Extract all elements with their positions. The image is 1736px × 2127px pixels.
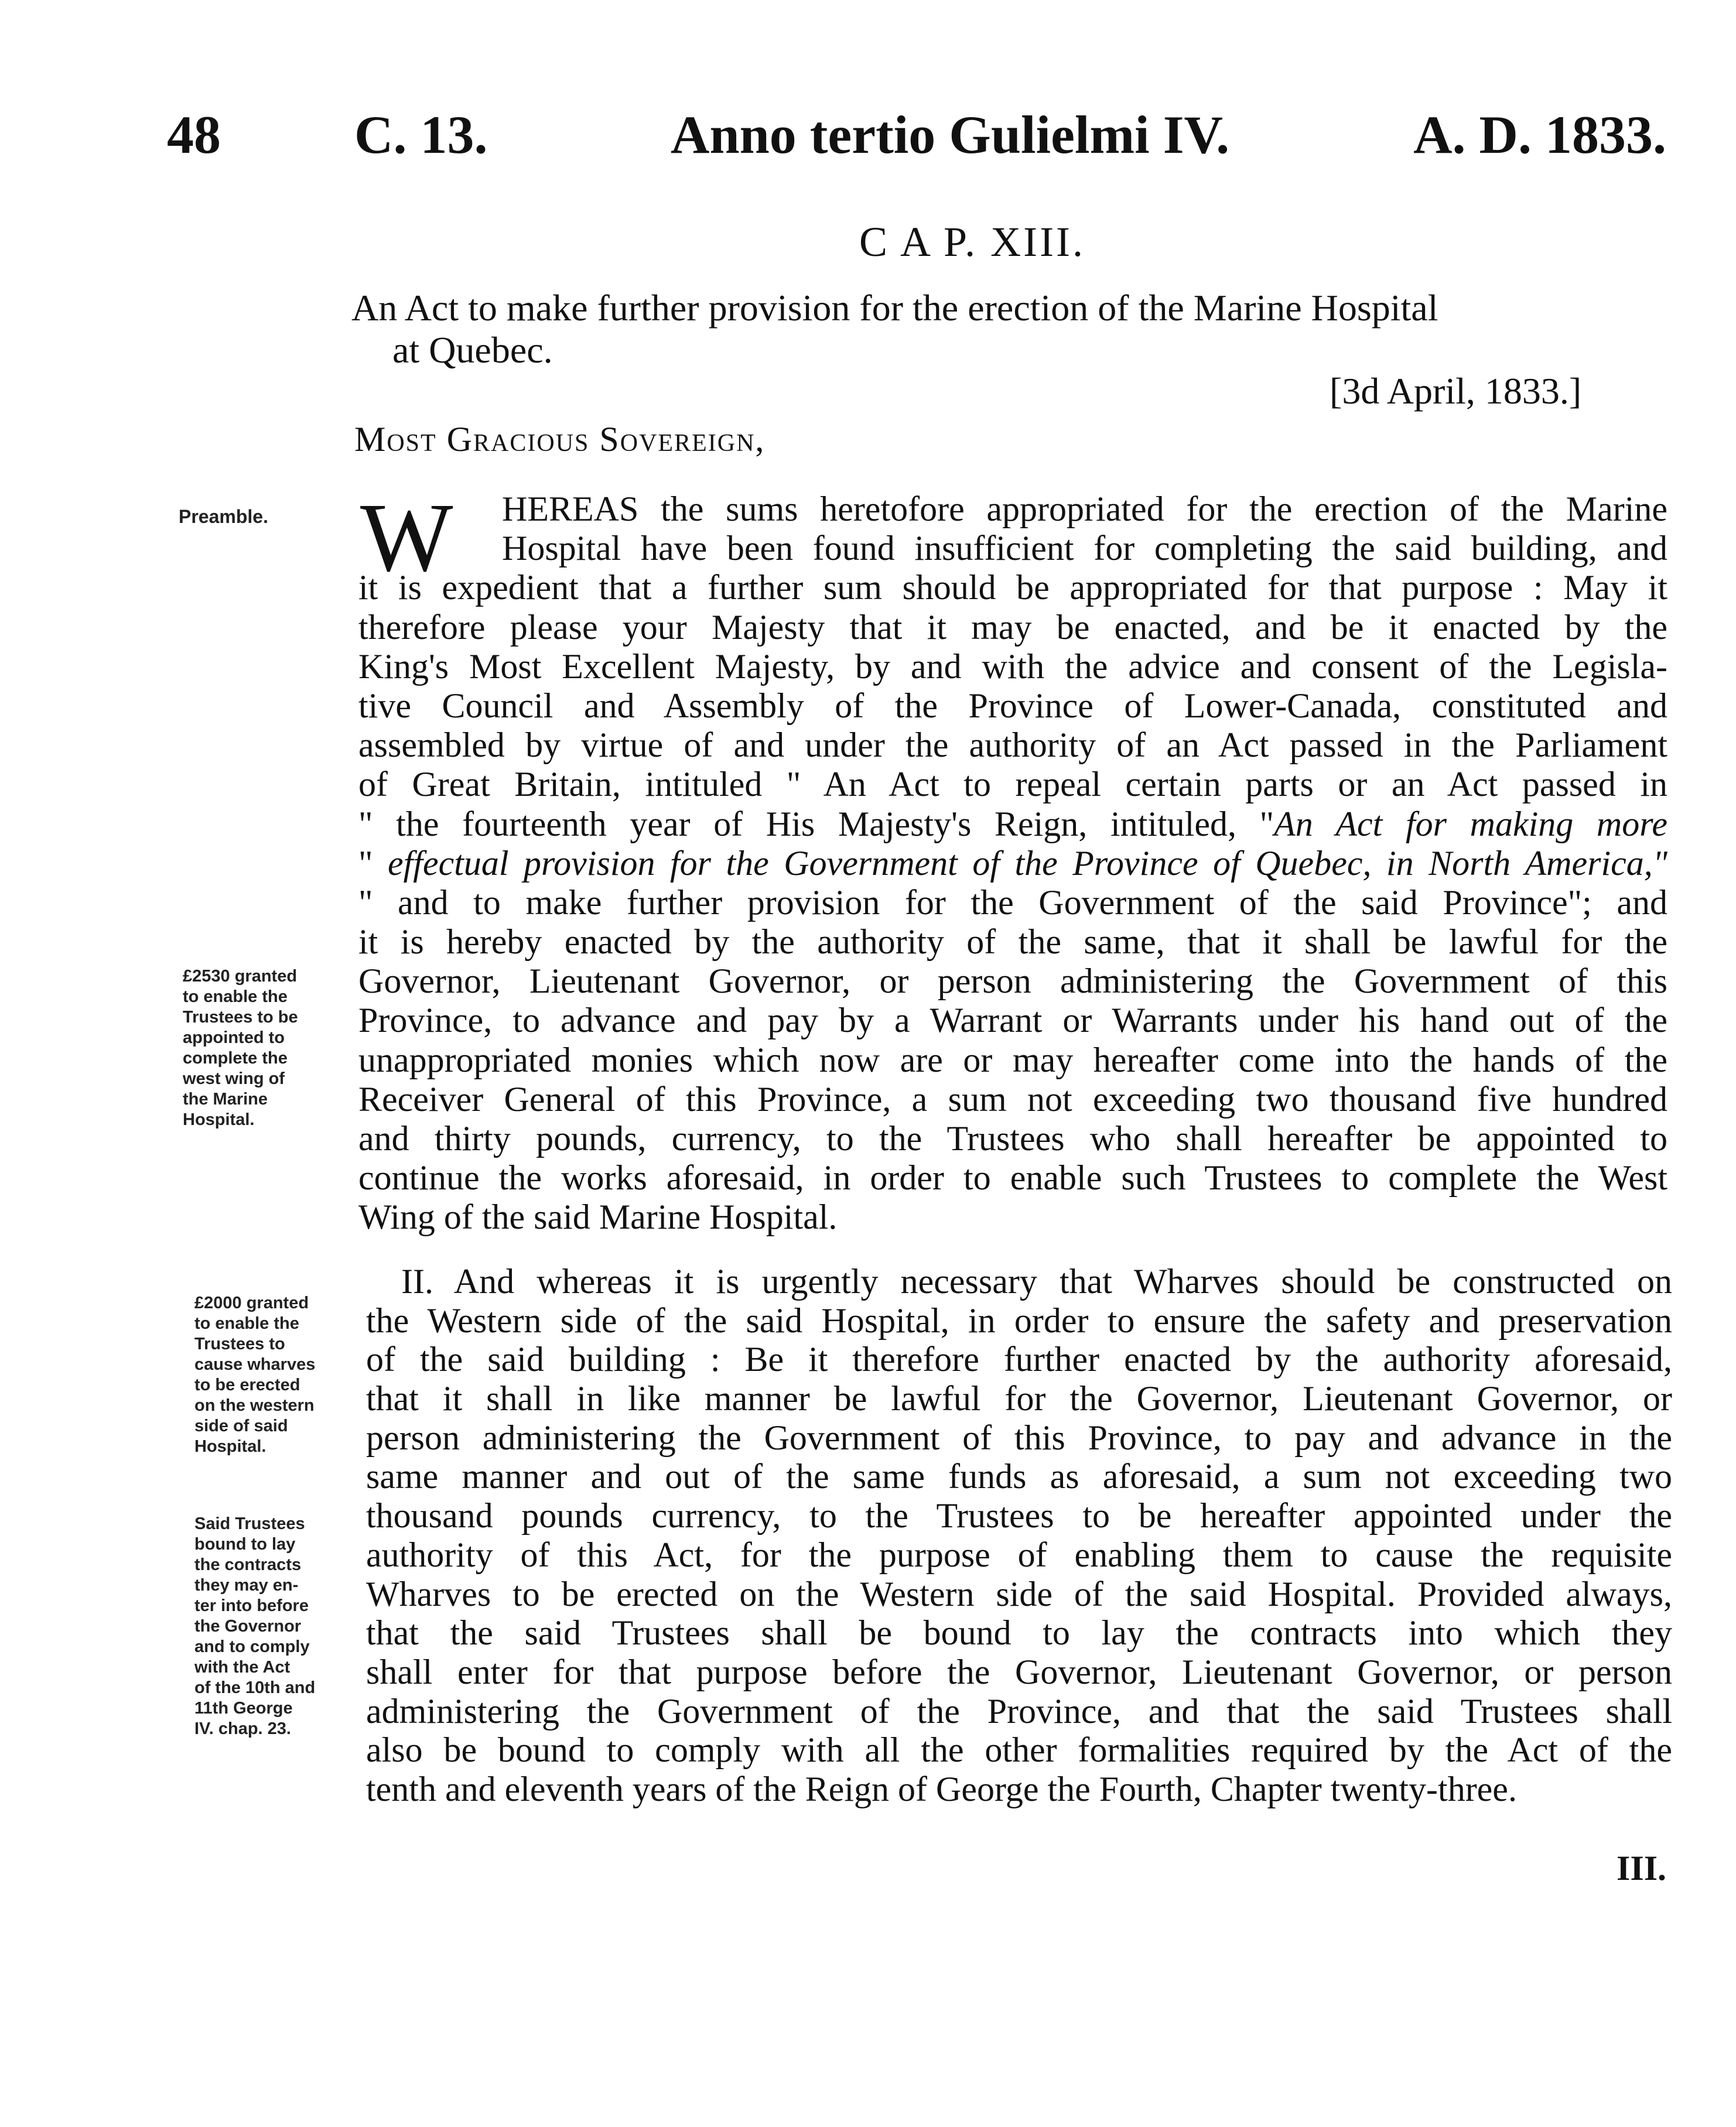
- text-line: and thirty pounds, currency, to the Trustees who shall hereafter be appointed to: [358, 1119, 1667, 1158]
- page-number: 48: [167, 105, 221, 165]
- margin-note-line: £2530 granted: [183, 967, 298, 986]
- margin-note-line: and to comply: [194, 1637, 310, 1656]
- margin-note-line: Said Trustees: [194, 1514, 305, 1533]
- margin-note-line: they may en-: [194, 1576, 299, 1595]
- margin-note-line: to enable the: [194, 1314, 299, 1333]
- italic-act-title: An Act for making more: [1274, 804, 1667, 843]
- italic-act-title: effectual provision for the Government of the Province of Quebec, in North America,": [387, 843, 1667, 883]
- text-line: assembled by virtue of and under the authority of an Act passed in the Parliament: [358, 726, 1667, 765]
- margin-note-grant-2000: [194, 1293, 364, 1457]
- act-title: [351, 287, 1669, 371]
- act-title-line: An Act to make further provision for the erection of the Marine Hospital: [351, 287, 1438, 329]
- text-line: tenth and eleventh years of the Reign of George the Fourth, Chapter twenty-three.: [366, 1769, 1517, 1808]
- margin-note-line: £2000 granted: [194, 1294, 309, 1312]
- text-line: also be bound to comply with all the other formalities required by the Act of the: [366, 1731, 1672, 1770]
- regnal-year: Anno tertio Gulielmi IV.: [671, 105, 1230, 165]
- margin-note-line: to be erected: [194, 1376, 300, 1394]
- margin-note-line: ter into before: [194, 1596, 309, 1615]
- text-line: that the said Trustees shall be bound to lay the contracts into which they: [366, 1613, 1672, 1653]
- text-line: Receiver General of this Province, a sum not exceeding two thousand five hundred: [358, 1079, 1667, 1119]
- margin-note-grant-2530: [183, 966, 353, 1130]
- text-line: it is expedient that a further sum should be appropriated for that purpose : May it: [358, 568, 1667, 607]
- text-line: Province, to advance and pay by a Warrant or Warrants under his hand out of the: [358, 1001, 1667, 1040]
- section-2-paragraph: [366, 1262, 1672, 1809]
- margin-note-line: bound to lay: [194, 1535, 296, 1554]
- text-line: II. And whereas it is urgently necessary that Wharves should be constructed on: [401, 1262, 1672, 1301]
- margin-note-line: with the Act: [194, 1658, 291, 1677]
- text-line: Wharves to be erected on the Western side of the said Hospital. Provided always,: [366, 1574, 1672, 1613]
- margin-note-line: to enable the: [183, 987, 288, 1006]
- cap-heading: C A P. XIII.: [859, 218, 1086, 265]
- calendar-year: A. D. 1833.: [1413, 105, 1666, 165]
- text-segment: ": [358, 843, 373, 883]
- running-header: [167, 100, 1666, 170]
- catchword: III.: [1617, 1849, 1667, 1887]
- margin-note-line: the Governor: [194, 1617, 302, 1636]
- text-line: [358, 805, 1667, 844]
- text-line: unappropriated monies which now are or may hereafter come into the hands of the: [358, 1040, 1667, 1079]
- margin-note-preamble: Preamble.: [179, 506, 268, 527]
- margin-note-line: the contracts: [194, 1555, 302, 1574]
- preamble-paragraph: [358, 483, 1667, 1237]
- text-line: " and to make further provision for the Government of the said Province"; and: [358, 883, 1667, 922]
- margin-note-line: west wing of: [183, 1069, 285, 1088]
- text-line: that it shall in like manner be lawful for the Governor, Lieutenant Governor, or: [366, 1379, 1672, 1418]
- text-line: person administering the Government of this Province, to pay and advance in the: [366, 1418, 1672, 1457]
- drop-cap: W: [360, 483, 453, 592]
- margin-note-trustees-bound: [194, 1514, 364, 1739]
- text-line: therefore please your Majesty that it may be enacted, and be it enacted by the: [358, 607, 1667, 647]
- margin-note-line: side of said: [194, 1417, 288, 1435]
- text-line: of the said building : Be it therefore further enacted by the authority aforesaid,: [366, 1340, 1672, 1379]
- text-line: Governor, Lieutenant Governor, or person administering the Government of this: [358, 962, 1667, 1001]
- margin-note-line: Trustees to be: [183, 1008, 298, 1027]
- text-line: Hospital have been found insufficient for completing the said building, and: [502, 529, 1667, 568]
- margin-note-line: IV. chap. 23.: [194, 1719, 291, 1738]
- text-line: the Western side of the said Hospital, in order to ensure the safety and preservation: [366, 1301, 1672, 1340]
- margin-note-line: complete the: [183, 1049, 288, 1068]
- text-segment: " the fourteenth year of His Majesty's Reign, intituled, ": [358, 804, 1274, 843]
- margin-note-line: of the 10th and: [194, 1678, 316, 1697]
- text-line: authority of this Act, for the purpose of enabling them to cause the requisite: [366, 1535, 1672, 1574]
- chapter-number: C. 13.: [354, 105, 488, 165]
- margin-note-line: on the western: [194, 1396, 315, 1415]
- margin-note-line: Hospital.: [194, 1437, 266, 1456]
- text-line: Wing of the said Marine Hospital.: [358, 1198, 838, 1237]
- margin-note-line: the Marine: [183, 1090, 268, 1109]
- margin-note-line: 11th George: [194, 1699, 293, 1718]
- text-line: it is hereby enacted by the authority of the same, that it shall be lawful for the: [358, 922, 1667, 962]
- text-line: thousand pounds currency, to the Trustees to be hereafter appointed under the: [366, 1496, 1672, 1536]
- text-line: HEREAS the sums heretofore appropriated for the erection of the Marine: [502, 490, 1667, 528]
- margin-note-line: Trustees to: [194, 1335, 285, 1353]
- margin-note-line: cause wharves: [194, 1355, 316, 1374]
- salutation: Most Gracious Sovereign,: [354, 420, 766, 459]
- text-line: King's Most Excellent Majesty, by and with the advice and consent of the Legisla-: [358, 647, 1667, 686]
- margin-note-line: appointed to: [183, 1028, 285, 1047]
- text-line: administering the Government of the Province, and that the said Trustees shall: [366, 1691, 1672, 1731]
- text-line: shall enter for that purpose before the Governor, Lieutenant Governor, or person: [366, 1652, 1672, 1691]
- act-date: [3d April, 1833.]: [1330, 370, 1582, 412]
- text-line: same manner and out of the same funds as aforesaid, a sum not exceeding two: [366, 1457, 1672, 1496]
- text-line: [358, 844, 1667, 883]
- text-line: of Great Britain, intituled " An Act to repeal certain parts or an Act passed in: [358, 765, 1667, 804]
- margin-note-line: Hospital.: [183, 1110, 255, 1129]
- act-title-line: at Quebec.: [392, 329, 553, 371]
- text-line: tive Council and Assembly of the Province of Lower-Canada, constituted and: [358, 686, 1667, 725]
- text-line: continue the works aforesaid, in order to enable such Trustees to complete the West: [358, 1158, 1667, 1198]
